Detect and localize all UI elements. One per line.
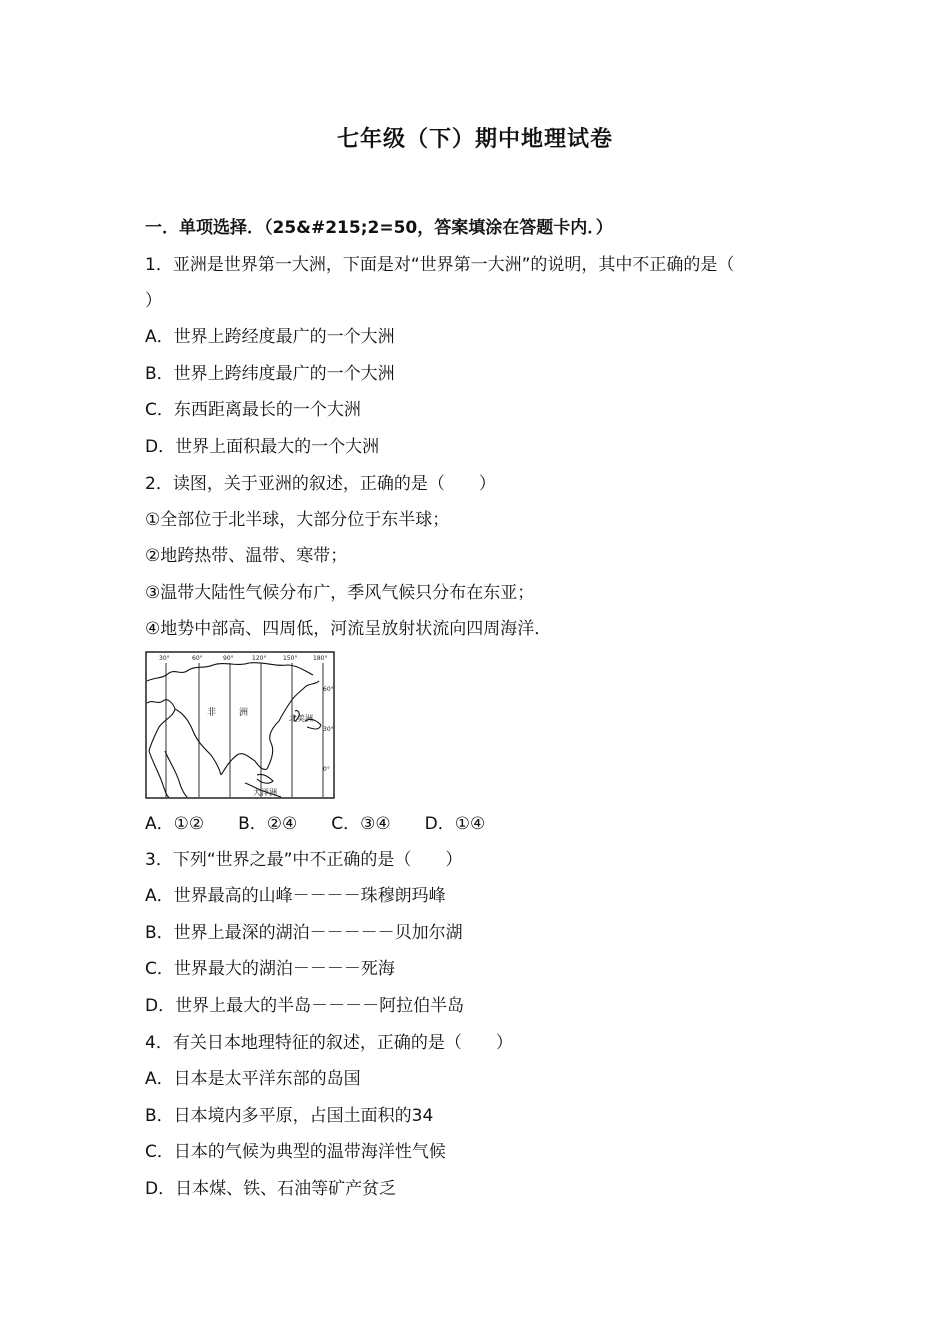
label-africa: 非 <box>207 708 217 718</box>
lat-label: 60° <box>323 686 334 693</box>
question-2-options <box>145 812 519 836</box>
question-4-stem: 4．有关日本地理特征的叙述，正确的是（ ） <box>145 1033 513 1053</box>
question-4-option-b: B．日本境内多平原，占国土面积的34 <box>145 1106 434 1126</box>
question-1-stem-end: ） <box>145 291 162 311</box>
section-heading: 一．单项选择．（25&#215;2=50，答案填涂在答题卡内．） <box>145 218 613 238</box>
question-2-option-b: B．②④ <box>238 814 298 834</box>
question-1-option-b: B．世界上跨纬度最广的一个大洲 <box>145 364 395 384</box>
lon-label: 30° <box>159 655 170 662</box>
question-3-stem: 3．下列“世界之最”中不正确的是（ ） <box>145 850 463 870</box>
question-2-option-a: A．①② <box>145 814 205 834</box>
question-3-option-d: D．世界上最大的半岛－－－－阿拉伯半岛 <box>145 996 465 1016</box>
page-title: 七年级（下）期中地理试卷 <box>336 127 613 152</box>
question-2-option-d: D．①④ <box>424 814 486 834</box>
question-1-option-c: C．东西距离最长的一个大洲 <box>145 400 361 420</box>
label-continent: 洲 <box>239 708 249 718</box>
question-4-option-d: D．日本煤、铁、石油等矿产贫乏 <box>145 1179 397 1199</box>
question-4-option-a: A．日本是太平洋东部的岛国 <box>145 1069 361 1089</box>
question-2-statement-3: ③温带大陆性气候分布广，季风气候只分布在东亚； <box>145 583 535 603</box>
question-1-stem: 1．亚洲是世界第一大洲，下面是对“世界第一大洲”的说明，其中不正确的是（ <box>145 255 735 275</box>
question-2-statement-2: ②地跨热带、温带、寒带； <box>145 546 348 566</box>
question-4-option-c: C．日本的气候为典型的温带海洋性气候 <box>145 1142 446 1162</box>
lon-label: 120° <box>252 655 267 662</box>
question-3-option-c: C．世界最大的湖泊－－－－死海 <box>145 959 395 979</box>
question-1-option-d: D．世界上面积最大的一个大洲 <box>145 437 380 457</box>
question-2-statement-4: ④地势中部高、四周低，河流呈放射状流向四周海洋． <box>145 619 552 639</box>
question-2-statement-1: ①全部位于北半球，大部分位于东半球； <box>145 510 450 530</box>
asia-map <box>145 651 335 799</box>
label-north-america: 北美洲 <box>289 714 313 723</box>
lon-label: 150° <box>283 655 298 662</box>
question-2-option-c: C．③④ <box>331 814 391 834</box>
label-oceania: 大洋洲 <box>253 788 277 797</box>
lon-label: 60° <box>192 655 203 662</box>
question-3-option-b: B．世界上最深的湖泊－－－－－贝加尔湖 <box>145 923 463 943</box>
map-frame <box>146 652 334 798</box>
lat-label: 30° <box>323 726 334 733</box>
lon-label: 90° <box>223 655 234 662</box>
question-2-stem: 2．读图，关于亚洲的叙述，正确的是（ ） <box>145 474 496 494</box>
lon-label: 180° <box>313 655 328 662</box>
question-1-option-a: A．世界上跨经度最广的一个大洲 <box>145 327 395 347</box>
question-3-option-a: A．世界最高的山峰－－－－珠穆朗玛峰 <box>145 886 446 906</box>
lat-label: 0° <box>323 766 330 773</box>
